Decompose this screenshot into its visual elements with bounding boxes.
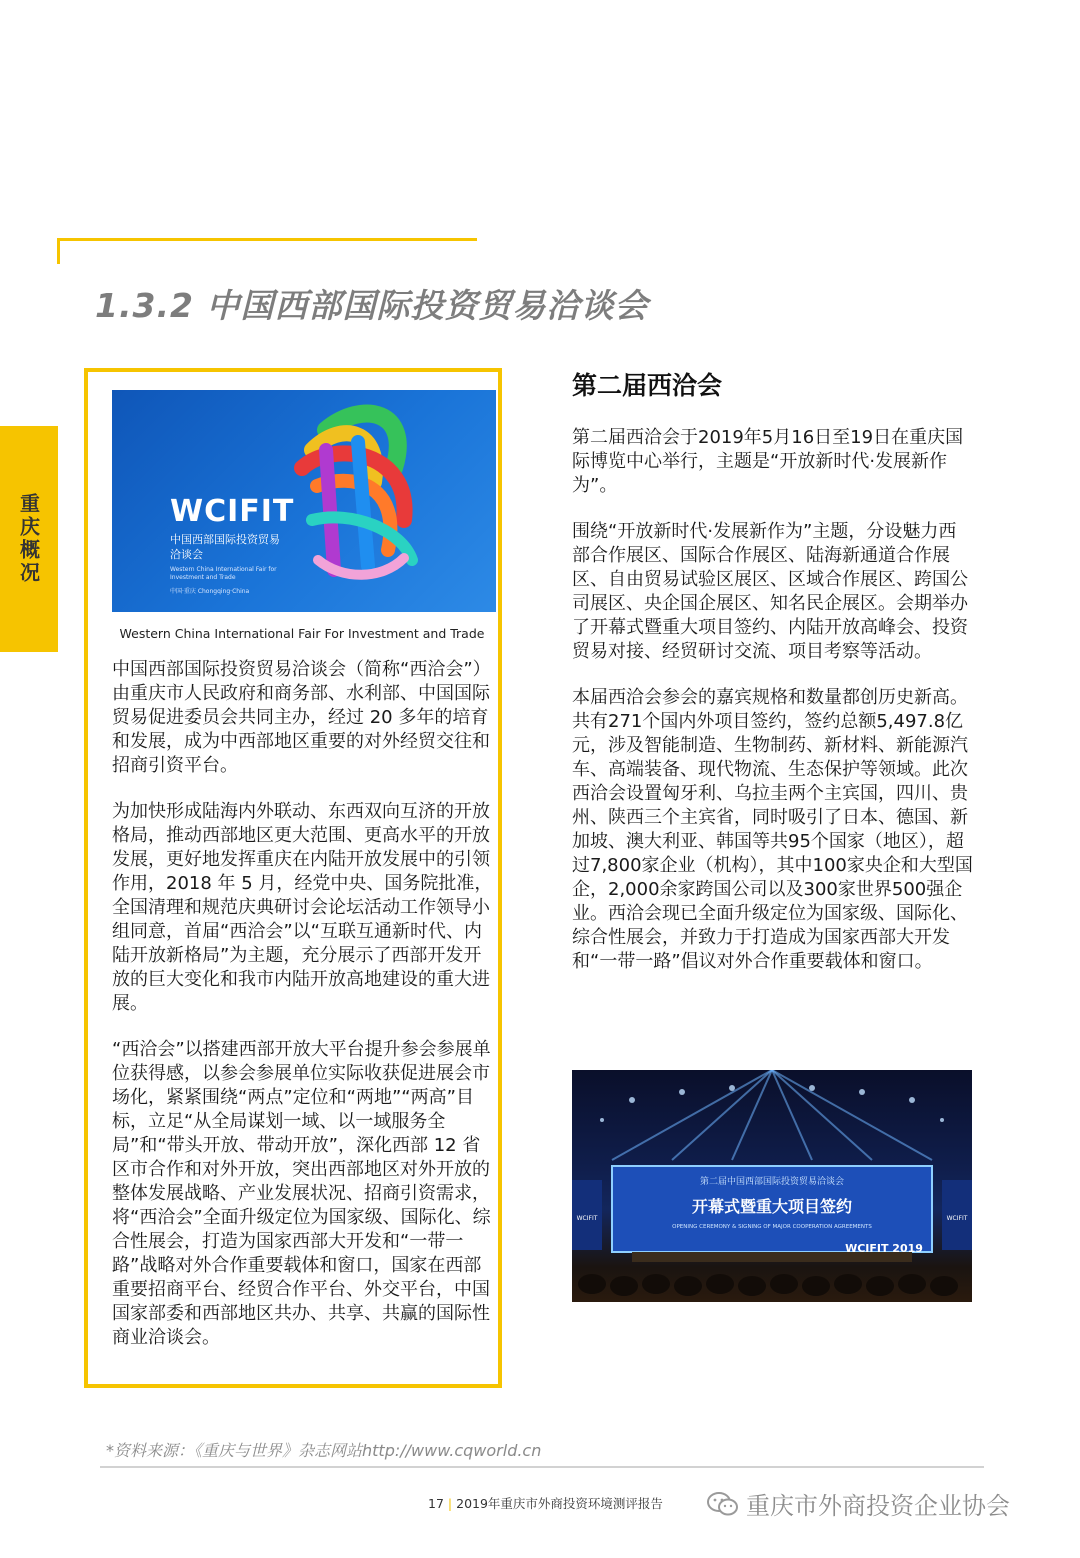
photo-banner-main: 开幕式暨重大项目签约 (691, 1197, 853, 1216)
footer-page-info (428, 1494, 663, 1512)
photo-banner-en: OPENING CEREMONY & SIGNING OF MAJOR COOPERATION AGREEMENTS (672, 1224, 872, 1230)
left-paragraph-2: 为加快形成陆海内外联动、东西双向互济的开放格局，推动西部地区更大范围、更高水平的开放发展，更好地发挥重庆在内陆开放发展中的引领作用，2018 年 5 月，经党中央、国务院批准，全国清理和规范庆典研讨会论坛活动工作领导小组同意，首届“西洽会”以“互联互通新时代、内陆开放新格局”为主题，充分展示了西部开发开放的巨大变化和我市内陆开放高地建设的重大进展。 (112, 801, 493, 1014)
right-column (572, 366, 974, 996)
logo-cn-name: 中国西部国际投资贸易洽谈会 (170, 533, 280, 561)
ceremony-scene-graphic (572, 1070, 972, 1302)
right-heading: 第二届西洽会 (572, 371, 723, 400)
left-body-text (112, 658, 496, 1372)
wechat-watermark (706, 1486, 1010, 1521)
wechat-account-name: 重庆市外商投资企业协会 (746, 1492, 1010, 1520)
photo-right-side-logo: WCIFIT (946, 1215, 968, 1222)
left-paragraph-1: 中国西部国际投资贸易洽谈会（简称“西洽会”）由重庆市人民政府和商务部、水利部、中国国际贸易促进委员会共同主办，经过 20 多年的培育和发展，成为中西部地区重要的对外经贸交往和招商引资平台。 (112, 659, 491, 776)
footer-separator: | (447, 1496, 453, 1511)
photo-stage-logo: WCIFIT 2019 (845, 1242, 923, 1255)
right-paragraph-3: 本届西洽会参会的嘉宾规格和数量都创历史新高。共有271个国内外项目签约，签约总额5,497.8亿元，涉及智能制造、生物制药、新材料、新能源汽车、高端装备、现代物流、生态保护等领域。此次西洽会设置匈牙利、乌拉圭两个主宾国，四川、贵州、陕西三个主宾省，同时吸引了日本、德国、新加坡、澳大利亚、韩国等共95个国家（地区），超过7,800家企业（机构），其中100家央企和大型国企，2,000余家跨国公司以及300家世界500强企业。西洽会现已全面升级定位为国家级、国际化、综合性展会，并致力于打造成为国家西部大开发和“一带一路”倡议对外合作重要载体和窗口。 (572, 687, 973, 972)
source-note: *资料来源：《重庆与世界》杂志网站http://www.cqworld.cn (106, 1441, 542, 1460)
wcifit-logo-image (112, 390, 496, 612)
photo-left-side-logo: WCIFIT (576, 1215, 598, 1222)
footer-divider (100, 1466, 984, 1468)
side-tab-label: 重庆概况 (16, 493, 41, 585)
section-title: 1.3.2 中国西部国际投资贸易洽谈会 (95, 286, 649, 325)
logo-en-name: Western China International Fair for Investment and Trade (170, 566, 277, 581)
header-accent-line (57, 238, 477, 241)
left-paragraph-3: “西洽会”以搭建西部开放大平台提升参会参展单位获得感，以参会参展单位实际收获促进展会市场化，紧紧围绕“两点”定位和“两地”“两高”目标，立足“从全局谋划一域、以一域服务全局”和“带头开放、带动开放”，深化西部 12 省区市合作和对外开放，突出西部地区对外开放的整体发展战略、产业发展状况、招商引资需求，将“西洽会”全面升级定位为国家级、国际化、综合性展会，打造为国家西部大开发和“一带一路”战略对外合作重要载体和窗口，国家在西部重要招商平台、经贸合作平台、外交平台，中国国家部委和西部地区共办、共享、共赢的国际性商业洽谈会。 (112, 1039, 491, 1348)
side-tab (0, 426, 58, 652)
wechat-icon (706, 1490, 740, 1518)
opening-ceremony-photo (572, 1070, 972, 1302)
info-box (84, 368, 502, 1388)
page-number: 17 (428, 1496, 444, 1511)
right-paragraph-1: 第二届西洽会于2019年5月16日至19日在重庆国际博览中心举行，主题是“开放新时代·发展新作为”。 (572, 427, 964, 496)
right-paragraph-2: 围绕“开放新时代·发展新作为”主题，分设魅力西部合作展区、国际合作展区、陆海新通道合作展区、自由贸易试验区展区、区域合作展区、跨国公司展区、央企国企展区、知名民企展区。会期举办了开幕式暨重大项目签约、内陆开放高峰会、投资贸易对接、经贸研讨交流、项目考察等活动。 (572, 521, 968, 662)
report-title: 2019年重庆市外商投资环境测评报告 (456, 1496, 663, 1511)
logo-caption: Western China International Fair For Investment and Trade (119, 626, 485, 641)
photo-banner-cn: 第二届中国西部国际投资贸易洽谈会 (699, 1177, 845, 1187)
header-accent-tick (57, 238, 60, 264)
logo-city: 中国·重庆 Chongqing·China (170, 588, 250, 595)
logo-brand-text: WCIFIT (170, 494, 295, 529)
